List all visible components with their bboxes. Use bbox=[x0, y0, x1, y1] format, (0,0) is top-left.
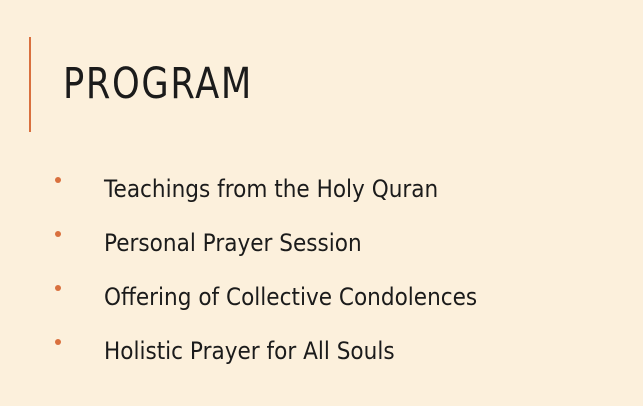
bullet-dot-icon bbox=[55, 177, 61, 183]
slide-title: PROGRAM bbox=[63, 59, 253, 109]
bullet-dot-icon bbox=[55, 285, 61, 291]
list-item-text: Personal Prayer Session bbox=[104, 229, 362, 257]
bullet-dot-icon bbox=[55, 339, 61, 345]
bullet-dot-icon bbox=[55, 231, 61, 237]
title-accent-bar bbox=[29, 37, 31, 132]
list-item-text: Holistic Prayer for All Souls bbox=[104, 337, 395, 365]
list-item-text: Offering of Collective Condolences bbox=[104, 283, 478, 311]
list-item-text: Teachings from the Holy Quran bbox=[104, 175, 439, 203]
